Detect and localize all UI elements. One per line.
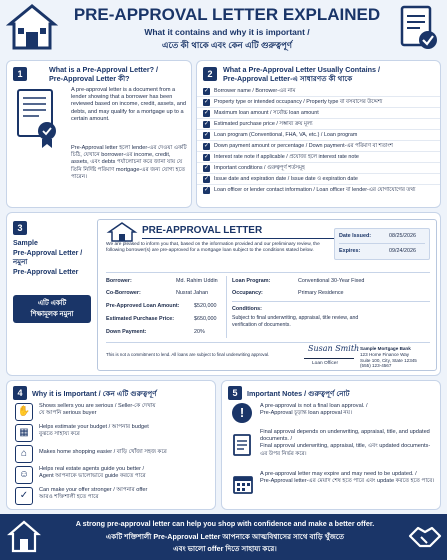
page-subtitle: What it contains and why it is important /	[144, 27, 310, 37]
benefit-bn: বুঝতে সাহায্য করে	[39, 431, 80, 438]
educational-sample-badge	[13, 295, 91, 323]
benefit-en: Helps real estate agents guide you better /	[39, 466, 145, 472]
house-logo-icon	[6, 4, 58, 52]
checkbox-icon: ✓	[203, 187, 210, 193]
section-sample-letter	[6, 212, 441, 376]
page-subtitle-bn: এতে কী থাকে এবং কেন এটি গুরুত্বপূর্ণ	[161, 40, 292, 50]
list-item	[197, 130, 440, 141]
note-en: Final approval depends on underwriting, appraisal, title, and updated documents. /	[260, 429, 430, 443]
section-title: What is a Pre-Approval Letter? /	[49, 65, 159, 74]
footer-line-bn-2: এবং ভালো offer দিতে সাহায্য করে।	[173, 544, 277, 553]
benefit-item	[39, 449, 211, 456]
footer-banner	[0, 514, 447, 560]
occupancy-label: Occupancy:	[232, 290, 263, 296]
benefit-bn: আরও শক্তিশালী হতে পারে	[39, 494, 99, 501]
bank-contact	[360, 346, 436, 369]
expires-value: 09/24/2026	[389, 248, 416, 254]
checkbox-icon: ✓	[203, 99, 210, 105]
checkbox-icon: ✓	[203, 110, 210, 116]
list-item-label: Interest rate note if applicable / প্রযোজ্য হলে interest rate note	[214, 154, 359, 160]
check-icon: ✓	[15, 487, 33, 505]
section-title-bn: Pre-Approval Letter কী?	[49, 74, 130, 83]
note-bn: Final approval underwriting, appraisal, title, এবং updated documents-এর উপর নির্ভর করে।	[260, 443, 431, 457]
date-box	[334, 228, 430, 260]
sample-label-line: Sample	[13, 240, 38, 247]
date-issued-value: 08/25/2026	[389, 233, 416, 239]
calculator-icon: ▦	[15, 424, 33, 442]
note-en: A pre-approval is not a final loan approval. /	[260, 403, 368, 409]
certificate-icon	[15, 87, 63, 149]
divider	[339, 243, 425, 244]
badge-line: এটি একটি	[37, 300, 67, 307]
calendar-icon	[232, 473, 254, 495]
benefit-item	[39, 487, 211, 501]
coborrower-value: Nusrat Jahan	[176, 290, 209, 296]
note-item	[260, 429, 436, 458]
loan-amount-value: $520,000	[194, 303, 217, 309]
footer-line-bn-1: একটি শক্তিশালী Pre-Approval Letter আপনাকে আত্মবিশ্বাসের সাথে বাড়ি খুঁজতে	[105, 532, 345, 541]
house-key-icon	[6, 519, 42, 555]
note-en: A pre-approval letter may expire and may need to be updated. /	[260, 471, 417, 477]
list-item-label: Maximum loan amount / সর্বোচ্চ loan amount	[214, 110, 319, 116]
loan-program-label: Loan Program:	[232, 278, 271, 284]
sample-label-line: Pre-Approval Letter /	[13, 249, 83, 257]
badge-line: শিক্ষামূলক নমুনা	[30, 311, 74, 318]
benefit-item	[39, 466, 211, 480]
list-item-label: Property type or intended occupancy / Property type বা বসবাসের উদ্দেশ্য	[214, 99, 383, 105]
sample-label-line: নমুনা	[13, 259, 28, 266]
purchase-price-label: Estimated Purchase Price:	[106, 316, 175, 322]
document-icon	[232, 433, 252, 457]
contents-list	[197, 86, 440, 206]
date-issued-label: Date Issued:	[339, 233, 372, 239]
bank-address: 123 Home Finance Way	[360, 351, 410, 357]
signature-line	[304, 358, 354, 359]
list-item	[197, 185, 440, 205]
benefit-en: Helps estimate your budget / আপনার budget	[39, 424, 149, 430]
letter-heading-rule	[142, 238, 342, 239]
purchase-price-value: $650,000	[194, 316, 217, 322]
house-icon: ⌂	[15, 445, 33, 463]
letter-heading: PRE-APPROVAL LETTER	[142, 225, 263, 236]
list-item-label: Important conditions / গুরুত্বপূর্ণ শর্তসমূহ	[214, 165, 305, 171]
section-contents	[196, 60, 441, 208]
signer-title: Loan Officer	[312, 361, 339, 366]
note-bn: Pre-Approval চূড়ান্ত loan approval নয়।	[260, 410, 353, 417]
sample-label	[13, 239, 93, 277]
borrower-value: Md. Rahim Uddin	[176, 278, 218, 284]
loan-amount-label: Pre-Approved Loan Amount:	[106, 303, 180, 309]
sample-label-line: Pre-Approval Letter	[13, 268, 79, 276]
definition-en: A pre-approval letter is a document from a lender showing that a borrower has been reviewed based on income, credit, assets, and debts, and may qualify for a mortgage up to a certain amount.	[71, 87, 187, 122]
disclaimer: This is not a commitment to lend. All loans are subject to final underwriting approval.	[106, 352, 270, 357]
section-number: 3	[13, 221, 27, 235]
checkbox-icon: ✓	[203, 165, 210, 171]
sample-letter-document	[97, 219, 437, 371]
section-number: 2	[203, 67, 217, 81]
benefit-item	[39, 403, 211, 417]
note-bn: Pre-Approval letter-এর মেয়াদ শেষ হতে পারে এবং update করতে হতে পারে।	[260, 478, 435, 485]
conditions-label: Conditions:	[232, 306, 262, 312]
column-divider	[226, 276, 227, 338]
divider	[106, 272, 430, 273]
divider	[232, 301, 430, 302]
section-title: What a Pre-Approval Letter Usually Contains /	[223, 65, 380, 74]
benefit-bn: যে আপনি serious buyer	[39, 410, 97, 417]
house-illustration-icon	[106, 222, 138, 242]
checkbox-icon: ✓	[203, 132, 210, 138]
checkbox-icon: ✓	[203, 143, 210, 149]
list-item-label: Loan officer or lender contact information / Loan officer বা lender-এর যোগাযোগের তথ্য	[214, 187, 416, 193]
coborrower-label: Co-Borrower:	[106, 290, 141, 296]
down-payment-value: 20%	[194, 329, 205, 335]
list-item-label: Down payment amount or percentage / Down payment-এর পরিমাণ বা শতাংশ	[214, 143, 393, 149]
list-item	[197, 86, 440, 97]
section-title-bn: Pre-Approval Letter-এ সাধারণত কী থাকে	[223, 74, 353, 83]
checkbox-icon: ✓	[203, 176, 210, 182]
benefit-en: Shows sellers you are serious / Seller-কে দেখায়	[39, 403, 156, 409]
checkbox-icon: ✓	[203, 88, 210, 94]
conditions-text: Subject to final underwriting, appraisal, title review, and verification of documents.	[232, 315, 359, 328]
bank-phone: (555) 123-4567	[360, 363, 392, 369]
section-number: 1	[13, 67, 27, 81]
handshake-icon	[408, 522, 442, 552]
document-check-icon	[398, 4, 440, 52]
list-item-label: Borrower name / Borrower-এর নাম	[214, 88, 296, 94]
list-item-label: Issue date and expiration date / Issue date ও expiration date	[214, 176, 358, 182]
list-item	[197, 174, 440, 185]
page-title: PRE-APPROVAL LETTER EXPLAINED	[73, 5, 381, 24]
handshake-icon: ✋	[15, 403, 33, 421]
occupancy-value: Primary Residence	[298, 290, 344, 296]
section-why-important	[6, 380, 216, 510]
definition-bn: Pre-Approval letter হলো lender-এর দেওয়া একটি চিঠি, যেখানে borrower-এর income, credit, assets, এবং debts পর্যালোচনা করে জানা যায় যে তিনি নির্দিষ্ট পরিমাণ mortgage-এর জন্য যোগ্য হতে পারেন।	[71, 145, 187, 180]
benefit-bn: Agent আপনাকে ভালোভাবে guide করতে পারে	[39, 473, 146, 480]
list-item	[197, 97, 440, 108]
list-item	[197, 152, 440, 163]
section-number: 4	[13, 386, 27, 400]
divider	[106, 342, 430, 343]
bank-city: Suite 100, City, State 12345	[360, 357, 417, 363]
benefit-en: Can make your offer stronger / আপনার offer	[39, 487, 148, 493]
note-item	[260, 471, 436, 485]
section-important-notes	[221, 380, 441, 510]
footer-line-en: A strong pre-approval letter can help you shop with confidence and make a better offer.	[75, 519, 375, 528]
signature: Susan Smith	[308, 344, 360, 353]
alert-icon: !	[232, 403, 252, 423]
list-item	[197, 141, 440, 152]
list-item	[197, 108, 440, 119]
section-title: Important Notes / গুরুত্বপূর্ণ নোট	[247, 389, 350, 398]
header	[0, 0, 447, 56]
letter-intro: We are pleased to inform you that, based on the information provided and our preliminary review, the following borrower(s) are pre-approved for a mortgage loan subject to the conditions stated below.	[106, 242, 320, 253]
down-payment-label: Down Payment:	[106, 329, 147, 335]
agent-icon: ☺	[15, 466, 33, 484]
list-item-label: Estimated purchase price / সম্ভাব্য ক্রয় মূল্য	[214, 121, 313, 127]
section-what-is	[6, 60, 192, 208]
benefit-item	[39, 424, 211, 438]
benefit-en: Makes home shopping easier / বাড়ি খোঁজা সহজ করে	[39, 449, 167, 455]
checkbox-icon: ✓	[203, 121, 210, 127]
section-number: 5	[228, 386, 242, 400]
list-item	[197, 163, 440, 174]
section-title: Why it is Important / কেন এটি গুরুত্বপূর্ণ	[32, 389, 157, 398]
bank-name: Sample Mortgage Bank	[360, 346, 411, 351]
list-item-label: Loan program (Conventional, FHA, VA, etc.) / Loan program	[214, 132, 358, 138]
expires-label: Expires:	[339, 248, 361, 254]
loan-program-value: Conventional 30-Year Fixed	[298, 278, 365, 284]
note-item	[260, 403, 436, 417]
checkbox-icon: ✓	[203, 154, 210, 160]
borrower-label: Borrower:	[106, 278, 132, 284]
list-item	[197, 119, 440, 130]
